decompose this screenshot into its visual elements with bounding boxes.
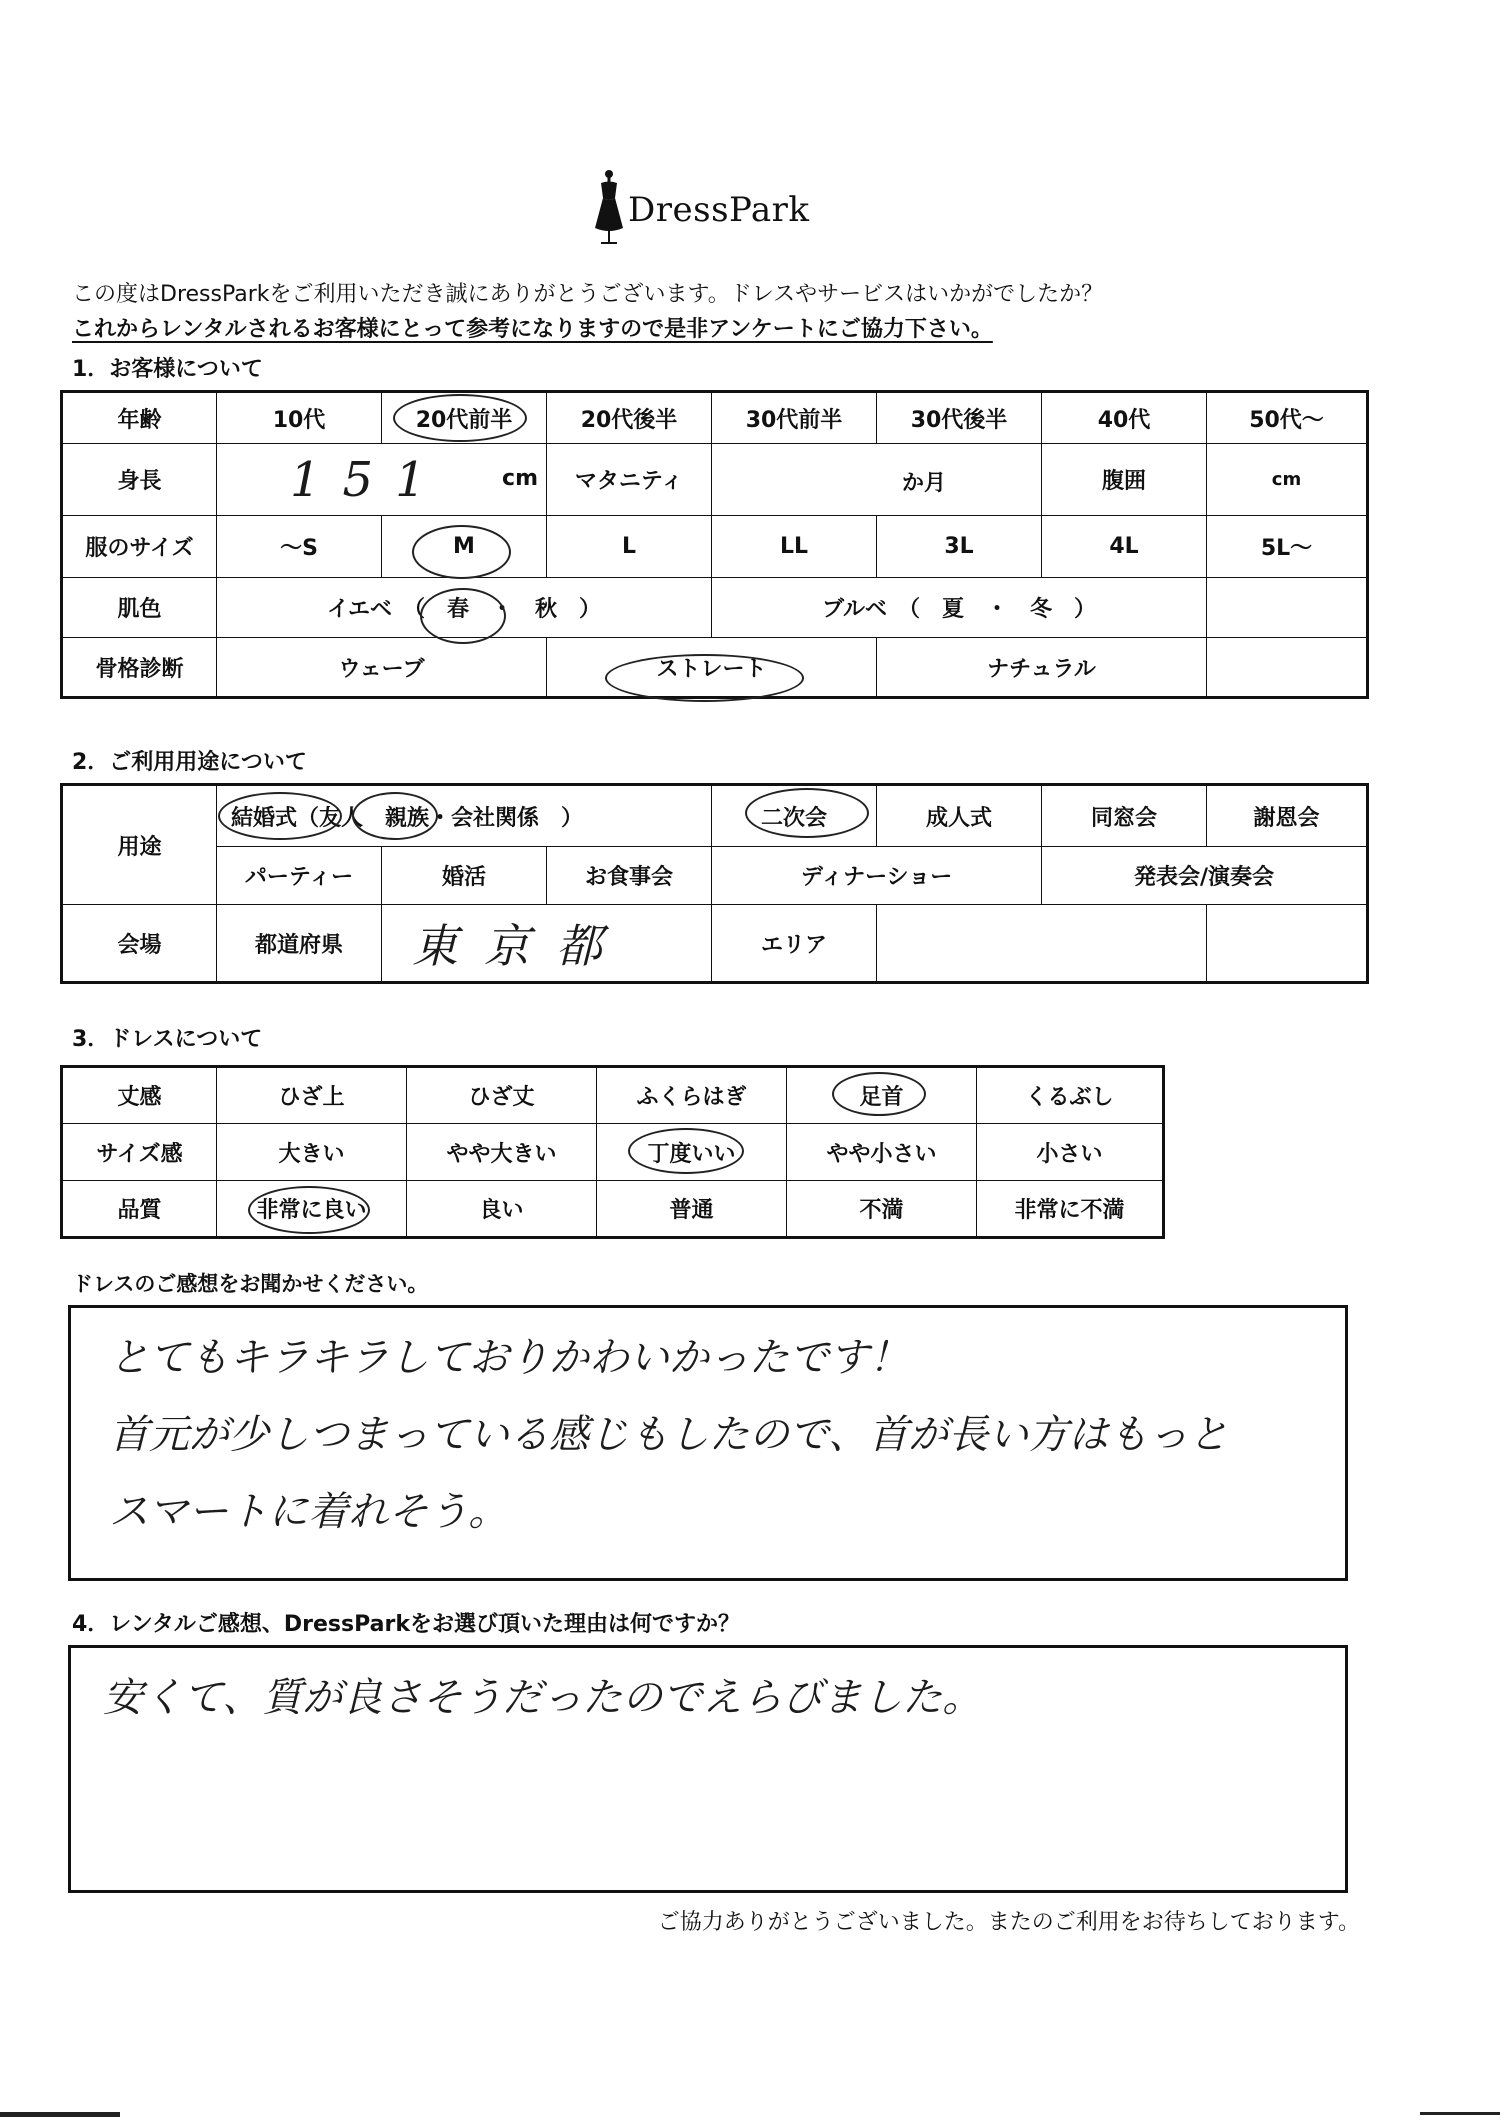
dress-comment-line: とてもキラキラしておりかわいかったです！	[109, 1335, 909, 1381]
usage-option[interactable]: 同窓会	[1042, 785, 1207, 847]
empty-cell	[1207, 578, 1368, 638]
section-1-title: 1．お客様について	[72, 357, 263, 382]
usage-option[interactable]: お食事会	[547, 847, 712, 905]
skin-row	[62, 578, 1368, 638]
age-option[interactable]: 40代	[1042, 392, 1207, 444]
size-selection-circle	[412, 525, 511, 579]
section-4-title: 4．レンタルご感想、DressParkをお選び頂いた理由は何ですか？	[72, 1612, 740, 1637]
usage-option-selected[interactable]: 二次会	[712, 785, 877, 847]
brand-name: DressPark	[628, 190, 810, 230]
friend-selection-circle	[352, 792, 438, 840]
size-option[interactable]: 3L	[877, 516, 1042, 578]
dress-option[interactable]: ひざ上	[217, 1067, 407, 1124]
dress-option[interactable]: 非常に不満	[977, 1181, 1164, 1238]
area-label: エリア	[712, 905, 877, 983]
frame-option[interactable]: ナチュラル	[877, 638, 1207, 698]
frame-option-selected[interactable]: ストレート	[547, 638, 877, 698]
size-option-selected[interactable]: M	[382, 516, 547, 578]
skin-label: 肌色	[62, 578, 217, 638]
dress-comment-box[interactable]	[68, 1305, 1348, 1581]
dress-option[interactable]: 不満	[787, 1181, 977, 1238]
height-row	[62, 444, 1368, 516]
fit-selection-circle	[628, 1128, 744, 1174]
wedding-selection-circle	[218, 792, 342, 840]
size-option[interactable]: LL	[712, 516, 877, 578]
dress-row-label: 丈感	[62, 1067, 217, 1124]
usage-label: 用途	[62, 785, 217, 905]
usage-option[interactable]: ディナーショー	[712, 847, 1042, 905]
size-option[interactable]: 〜S	[217, 516, 382, 578]
venue-row	[62, 905, 1368, 983]
reason-comment-line: 安くて、質が良さそうだったのでえらびました。	[103, 1675, 983, 1721]
dress-option-selected[interactable]: 丁度いい	[597, 1124, 787, 1181]
dresspark-logo	[592, 168, 832, 248]
dress-row-quality	[62, 1181, 1164, 1238]
dress-comment-line: スマートに着れそう。	[109, 1489, 509, 1535]
dress-comment-line: 首元が少しつまっている感じもしたので、首が長い方はもっと	[109, 1412, 1229, 1458]
quality-selection-circle	[248, 1186, 370, 1234]
dress-option[interactable]: 良い	[407, 1181, 597, 1238]
dress-row-length	[62, 1067, 1164, 1124]
dress-option[interactable]: 普通	[597, 1181, 787, 1238]
age-row	[62, 392, 1368, 444]
yellow-base-option[interactable]: イエベ （ 春 ・ 秋 ）	[217, 578, 712, 638]
usage-option[interactable]: 謝恩会	[1207, 785, 1368, 847]
age-selection-circle	[393, 394, 527, 442]
frame-option[interactable]: ウェーブ	[217, 638, 547, 698]
dress-option[interactable]: 小さい	[977, 1124, 1164, 1181]
height-unit: cm	[502, 466, 538, 491]
area-field[interactable]	[877, 905, 1207, 983]
months-unit: か月	[902, 471, 947, 496]
usage-wedding[interactable]: 結婚式（友人 親族・会社関係 ）	[217, 785, 712, 847]
section-2-title: 2．ご利用用途について	[72, 750, 307, 775]
waist-unit: cm	[1271, 469, 1302, 490]
age-option[interactable]: 10代	[217, 392, 382, 444]
dress-form-icon	[592, 168, 626, 248]
size-label: 服のサイズ	[62, 516, 217, 578]
size-option[interactable]: L	[547, 516, 712, 578]
dress-option[interactable]: やや大きい	[407, 1124, 597, 1181]
blue-base-option[interactable]: ブルベ （ 夏 ・ 冬 ）	[712, 578, 1207, 638]
usage-option[interactable]: 婚活	[382, 847, 547, 905]
size-row	[62, 516, 1368, 578]
age-label: 年齢	[62, 392, 217, 444]
dress-option[interactable]: ふくらはぎ	[597, 1067, 787, 1124]
age-option[interactable]: 20代後半	[547, 392, 712, 444]
dress-option-selected[interactable]: 足首	[787, 1067, 977, 1124]
waist-field[interactable]	[1207, 444, 1368, 516]
usage-option[interactable]: 発表会/演奏会	[1042, 847, 1368, 905]
dress-row-size	[62, 1124, 1164, 1181]
age-option[interactable]: 30代前半	[712, 392, 877, 444]
usage-row-2	[62, 847, 1368, 905]
usage-option[interactable]: パーティー	[217, 847, 382, 905]
dress-option[interactable]: やや小さい	[787, 1124, 977, 1181]
age-option[interactable]: 50代〜	[1207, 392, 1368, 444]
dress-row-label: サイズ感	[62, 1124, 217, 1181]
age-option[interactable]: 30代後半	[877, 392, 1042, 444]
age-option-selected[interactable]: 20代前半	[382, 392, 547, 444]
height-handwritten: 151	[290, 452, 448, 508]
empty-cell	[1207, 905, 1368, 983]
size-option[interactable]: 5L〜	[1207, 516, 1368, 578]
customer-table	[60, 390, 1369, 699]
section-3-title: 3．ドレスについて	[72, 1027, 263, 1052]
prefecture-field[interactable]	[382, 905, 712, 983]
thanks-message: ご協力ありがとうございました。またのご利用をお待ちしております。	[657, 1910, 1360, 1935]
dress-option-selected[interactable]: 非常に良い	[217, 1181, 407, 1238]
second-party-selection-circle	[745, 788, 869, 838]
waist-label: 腹囲	[1042, 444, 1207, 516]
prefecture-handwritten: 東京都	[412, 919, 628, 973]
scan-edge-mark	[1420, 2112, 1500, 2115]
frame-selection-circle	[605, 654, 804, 702]
dress-option[interactable]: 大きい	[217, 1124, 407, 1181]
size-option[interactable]: 4L	[1042, 516, 1207, 578]
maternity-label: マタニティ	[547, 444, 712, 516]
usage-option[interactable]: 成人式	[877, 785, 1042, 847]
reason-comment-box[interactable]	[68, 1645, 1348, 1893]
scan-edge-mark	[0, 2112, 120, 2117]
venue-label: 会場	[62, 905, 217, 983]
height-label: 身長	[62, 444, 217, 516]
dress-comment-title: ドレスのご感想をお聞かせください。	[72, 1272, 429, 1296]
frame-label: 骨格診断	[62, 638, 217, 698]
maternity-months-field[interactable]	[712, 444, 1042, 516]
empty-cell	[1207, 638, 1368, 698]
prefecture-label: 都道府県	[217, 905, 382, 983]
length-selection-circle	[832, 1072, 926, 1116]
intro-request: これからレンタルされるお客様にとって参考になりますので是非アンケートにご協力下さい。	[72, 317, 993, 342]
dress-table	[60, 1065, 1165, 1239]
skin-selection-circle	[420, 588, 506, 644]
dress-option[interactable]: くるぶし	[977, 1067, 1164, 1124]
intro-text: この度はDressParkをご利用いただき誠にありがとうございます。ドレスやサービスはいかがでしたか？	[72, 282, 1104, 307]
dress-row-label: 品質	[62, 1181, 217, 1238]
dress-option[interactable]: ひざ丈	[407, 1067, 597, 1124]
